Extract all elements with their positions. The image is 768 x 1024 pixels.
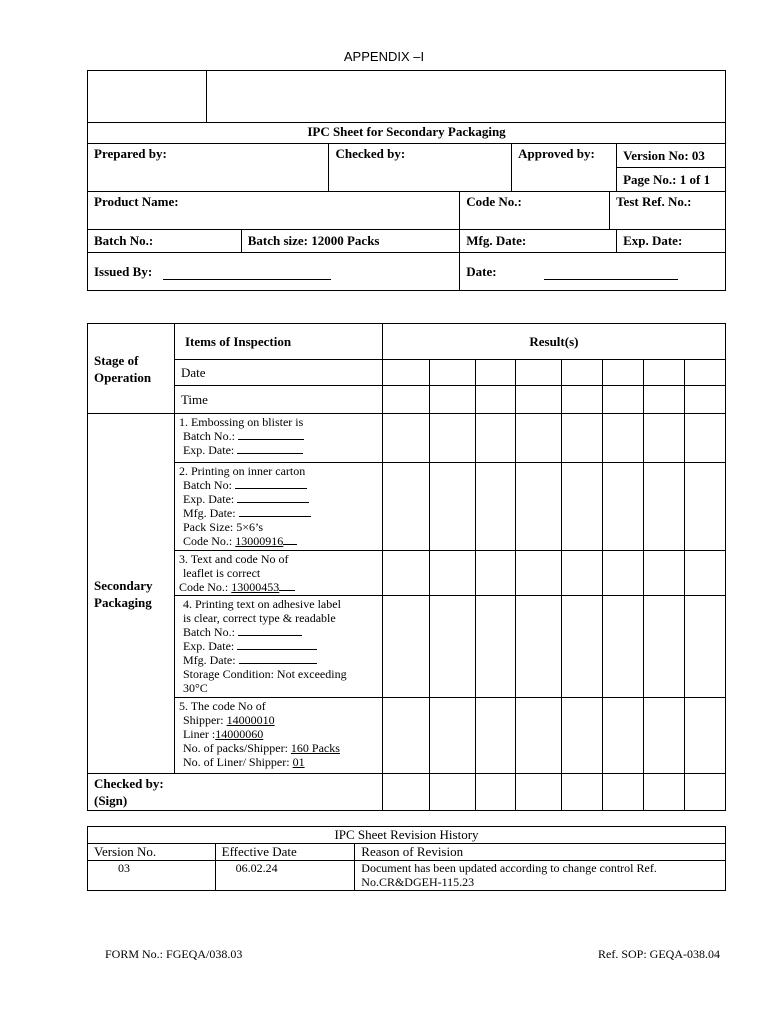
date-row-label: Date [174,360,382,386]
results-header: Result(s) [382,324,725,360]
stage-header: Stage of Operation [88,324,175,414]
prepared-by-cell: Prepared by: [88,144,329,192]
issued-by-label: Issued By: [94,263,153,279]
appendix-heading: APPENDIX –I [343,49,425,64]
exp-date-cell: Exp. Date: [617,230,726,253]
company-cell [206,71,725,123]
time-row-label: Time [174,386,382,414]
revision-col-date: Effective Date [215,844,355,861]
inspection-item-3: 3. Text and code No of leaflet is correct Code No.: 13000453 [174,551,382,596]
revision-version: 03 [88,861,216,891]
inspection-item-4: 4. Printing text on adhesive label is clear, correct type & readable Batch No.: Exp. Date: Mfg. Date: Storage Condition: Not exceeding 30°C [174,596,382,698]
revision-effective-date: 06.02.24 [215,861,355,891]
date-label: Date: [466,263,497,279]
approved-by-cell: Approved by: [512,144,617,192]
mfg-date-cell: Mfg. Date: [460,230,617,253]
batch-size-cell: Batch size: 12000 Packs [241,230,460,253]
logo-cell [88,71,207,123]
revision-reason: Document has been updated according to change control Ref. No.CR&DGEH-115.23 [355,861,726,891]
code-no-cell: Code No.: [460,192,610,230]
items-header: Items of Inspection [174,324,382,360]
test-ref-cell: Test Ref. No.: [610,192,726,230]
issued-by-line [163,279,331,280]
inspection-item-2: 2. Printing on inner carton Batch No: Exp. Date: Mfg. Date: Pack Size: 5×6’s Code No.: 13000916 [174,463,382,551]
date-cell [460,253,726,291]
checked-by-sign-cell: Checked by: (Sign) [88,774,383,811]
revision-title: IPC Sheet Revision History [88,827,726,844]
batch-no-cell: Batch No.: [88,230,242,253]
checked-by-cell: Checked by: [329,144,512,192]
ref-sop: Ref. SOP: GEQA-038.04 [598,947,720,961]
product-name-cell: Product Name: [88,192,460,230]
page-cell: Page No.: 1 of 1 [617,168,726,192]
sheet-title: IPC Sheet for Secondary Packaging [88,123,726,144]
revision-history-table [87,826,726,891]
form-number: FORM No.: FGEQA/038.03 [105,947,243,961]
inspection-table [87,323,726,811]
version-cell: Version No: 03 [617,144,726,168]
revision-col-version: Version No. [88,844,216,861]
inspection-item-1: 1. Embossing on blister is Batch No.: Exp. Date: [174,414,382,463]
date-line [544,279,678,280]
inspection-item-5: 5. The code No of Shipper: 14000010 Liner :14000060 No. of packs/Shipper: 160 Packs No. of Liner/ Shipper: 01 [174,698,382,774]
revision-col-reason: Reason of Revision [355,844,726,861]
issued-by-cell [88,253,460,291]
ipc-header-table [87,70,726,291]
stage-secondary-packaging: Secondary Packaging [88,414,175,774]
